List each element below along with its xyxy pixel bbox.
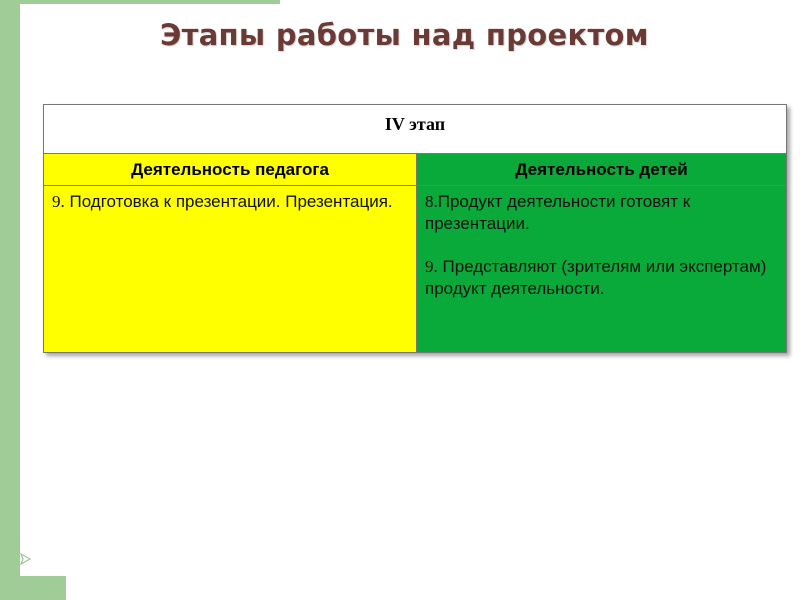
- top-accent-bar: [0, 0, 280, 4]
- teacher-header: Деятельность педагога: [44, 154, 417, 186]
- header-row: [44, 154, 787, 186]
- item-text: Продукт деятельности готовят к презентации.: [425, 192, 691, 233]
- teacher-item: [52, 191, 408, 213]
- stage-label: IV этап: [44, 105, 787, 154]
- children-item: [425, 191, 778, 235]
- bottom-accent-block: [0, 576, 66, 600]
- item-number: 9.: [425, 257, 438, 276]
- item-number: 8.: [425, 192, 438, 211]
- item-text: Подготовка к презентации. Презентация.: [64, 192, 393, 211]
- next-arrow-icon[interactable]: [18, 551, 34, 567]
- stage-row: [44, 105, 787, 154]
- item-number: 9.: [52, 192, 65, 211]
- project-stage-table: [43, 104, 787, 353]
- children-activity-cell: [417, 186, 787, 353]
- item-text: Представляют (зрителям или экспертам) продукт деятельности.: [425, 257, 767, 298]
- left-accent-bar: [0, 0, 20, 600]
- teacher-activity-cell: [44, 186, 417, 353]
- children-header: Деятельность детей: [417, 154, 787, 186]
- content-row: [44, 186, 787, 353]
- page-title: Этапы работы над проектом: [160, 18, 649, 52]
- children-item: [425, 256, 778, 300]
